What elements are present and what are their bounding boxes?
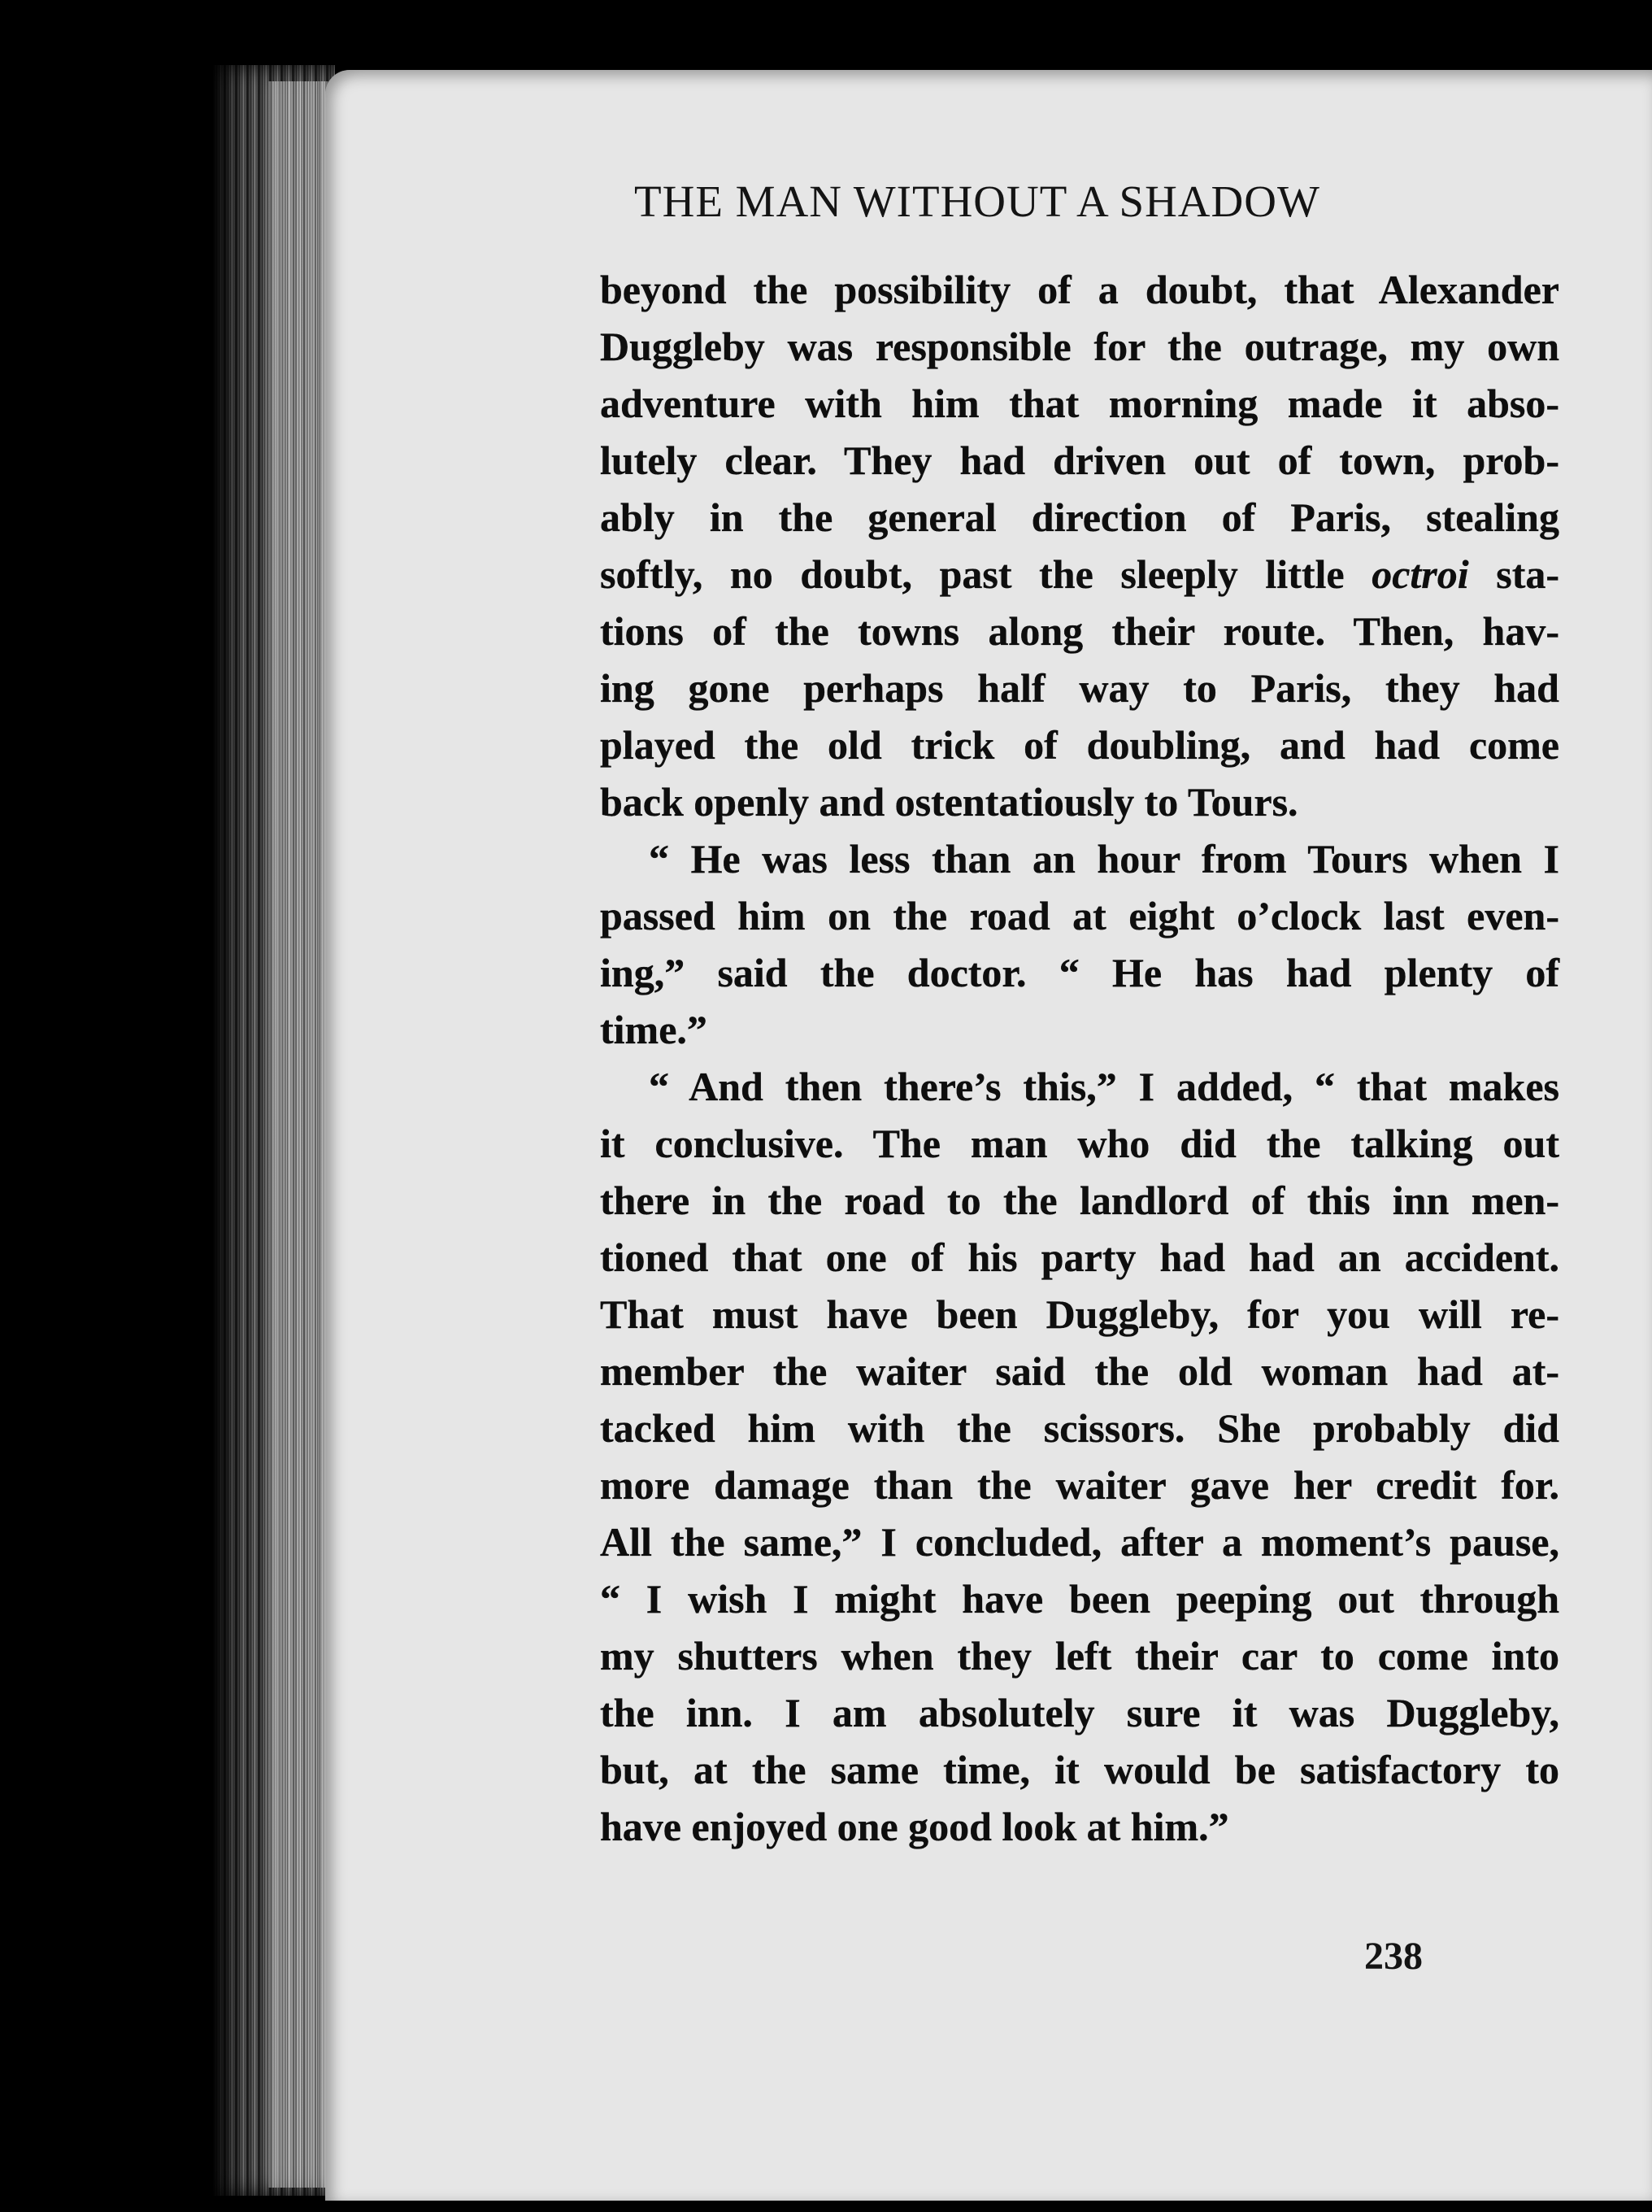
text-line: That must have been Duggleby, for you will re-: [600, 1291, 1559, 1337]
text-line: there in the road to the landlord of this inn men-: [600, 1178, 1559, 1223]
text-line: it conclusive. The man who did the talking out: [600, 1121, 1559, 1166]
page-edges-highlight: [268, 81, 333, 2188]
text-line: the inn. I am absolutely sure it was Duggleby,: [600, 1690, 1559, 1735]
text-line: ably in the general direction of Paris, stealing: [600, 494, 1559, 540]
text-line: tioned that one of his party had had an accident.: [600, 1234, 1559, 1280]
body-text: [600, 261, 1559, 1855]
text-line: tacked him with the scissors. She probably did: [600, 1405, 1559, 1451]
text-line: my shutters when they left their car to come into: [600, 1633, 1559, 1679]
text-line: member the waiter said the old woman had at-: [600, 1348, 1559, 1394]
text-line: ing,” said the doctor. “ He has had plenty of: [600, 950, 1559, 995]
text-line: played the old trick of doubling, and had come: [600, 722, 1559, 768]
text-line: lutely clear. They had driven out of town, prob-: [600, 438, 1559, 483]
text-line: beyond the possibility of a doubt, that Alexander: [600, 267, 1559, 312]
text-line: time.”: [600, 1007, 707, 1052]
italic-word: octroi: [1372, 551, 1469, 597]
text-line-segment: sta-: [1468, 551, 1559, 597]
page-number: 238: [1364, 1935, 1423, 1978]
text-line: passed him on the road at eight o’clock last even-: [600, 893, 1559, 938]
text-line: ing gone perhaps half way to Paris, they had: [600, 665, 1559, 711]
text-line: “ And then there’s this,” I added, “ that makes: [649, 1064, 1559, 1109]
text-line: but, at the same time, it would be satisfactory to: [600, 1747, 1559, 1792]
book-page: [325, 70, 1652, 2201]
text-line: [600, 546, 1559, 603]
text-line: “ I wish I might have been peeping out through: [600, 1576, 1559, 1622]
text-line: back openly and ostentatiously to Tours.: [600, 779, 1298, 825]
text-line: adventure with him that morning made it abso-: [600, 381, 1559, 426]
text-line: have enjoyed one good look at him.”: [600, 1804, 1229, 1849]
text-line: tions of the towns along their route. Then, hav-: [600, 608, 1559, 654]
text-line-segment: softly, no doubt, past the sleeply little: [600, 551, 1372, 597]
running-head: THE MAN WITHOUT A SHADOW: [634, 176, 1320, 226]
text-line: Duggleby was responsible for the outrage, my own: [600, 324, 1559, 369]
text-line: “ He was less than an hour from Tours when I: [649, 836, 1559, 882]
text-line: All the same,” I concluded, after a moment’s pause,: [600, 1519, 1559, 1565]
text-line: more damage than the waiter gave her credit for.: [600, 1462, 1559, 1508]
